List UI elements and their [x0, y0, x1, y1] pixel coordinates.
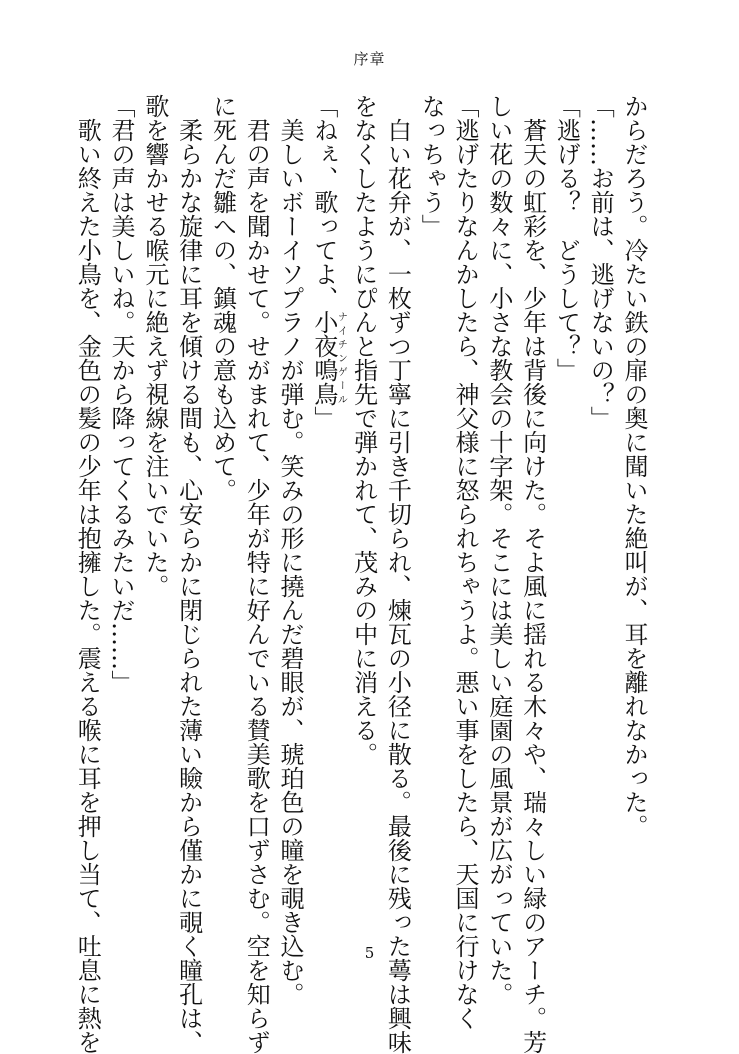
line-text-after-ruby: 」 [309, 406, 338, 430]
page-number: 5 [364, 944, 375, 962]
text-line: 歌を響かせる喉元に絶えず視線を注いでいた。 [140, 94, 169, 598]
body-text [73, 94, 650, 1054]
text-line: 「逃げる？ どうして？」 [552, 94, 581, 382]
line-text-before-ruby: 「ねぇ、歌ってよ、 [309, 94, 338, 310]
text-line: なっちゃう」 [417, 94, 446, 238]
chapter-title: 序章 [353, 50, 386, 68]
text-line: からだろう。冷たい鉄の扉の奥に聞いた絶叫が、耳を離れなかった。 [620, 94, 648, 838]
text-line: 柔らかな旋律に耳を傾ける間も、心安らかに閉じられた薄い瞼から僅かに覗く瞳孔は、 [174, 94, 203, 1054]
ruby-annotation [309, 310, 347, 406]
text-line: をなくしたようにぴんと指先で弾かれて、茂みの中に消える。 [349, 94, 378, 766]
text-line: に死んだ雛への、鎮魂の意も込めて。 [208, 94, 237, 502]
text-line: 「……お前は、逃げないの？」 [586, 94, 615, 430]
ruby-reading: ナイチンゲール [335, 310, 347, 406]
text-line: 蒼天の虹彩を、少年は背後に向けた。そよ風に揺れる木々や、瑞々しい緑のアーチ。芳 [518, 94, 547, 1054]
text-line: 美しいボーイソプラノが弾む。笑みの形に撓んだ碧眼が、琥珀色の瞳を覗き込む。 [276, 94, 305, 1006]
ruby-base: 小夜鳴鳥 [309, 310, 338, 406]
text-line: 君の声を聞かせて。せがまれて、少年が特に好んでいる賛美歌を口ずさむ。空を知らず [242, 94, 271, 1054]
text-line-with-ruby [306, 94, 346, 949]
text-line: しい花の数々に、小さな教会の十字架。そこには美しい庭園の風景が広がっていた。 [484, 94, 513, 1006]
text-line: 「逃げたりなんかしたら、神父様に怒られちゃうよ。悪い事をしたら、天国に行けなく [451, 94, 480, 1030]
text-line: 白い花弁が、一枚ずつ丁寧に引き千切られ、煉瓦の小径に散る。最後に残った蕚は興味 [383, 94, 412, 1054]
text-line: 「君の声は美しいね。天から降ってくるみたいだ……」 [107, 94, 136, 694]
text-line: 歌い終えた小鳥を、金色の髪の少年は抱擁した。震える喉に耳を押し当て、吐息に熱を [73, 94, 102, 1054]
